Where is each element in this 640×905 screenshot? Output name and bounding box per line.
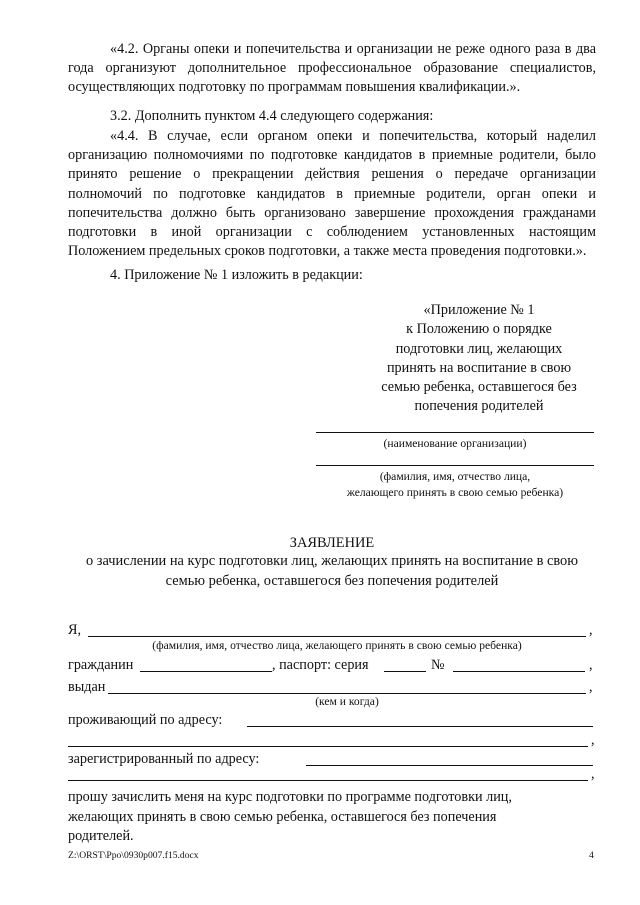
request-paragraph: прошу зачислить меня на курс подготовки по программе подготовки лиц, желающих принять в свою семью ребенка, оставшегося без попечения родителей. [68,789,512,844]
citizenship-line[interactable] [140,671,272,672]
subtitle-line: семью ребенка, оставшегося без попечения родителей [165,572,499,589]
caption-line: (фамилия, имя, отчество лица, [379,470,531,483]
caption-line: желающего принять в свою семью ребенка) [346,486,564,499]
comma: , [589,657,593,673]
organization-caption: (наименование организации) [383,437,527,450]
label-passport-series: , паспорт: серия [272,657,369,673]
comma: , [591,732,595,748]
comma: , [589,679,593,695]
paragraph-3-2: 3.2. Дополнить пунктом 4.4 следующего содержания: [110,108,434,124]
residence-address-line-2[interactable] [68,746,588,747]
label-number: № [431,657,445,673]
fio-line[interactable] [88,636,586,637]
annex-line: к Положению о порядке [406,321,552,338]
comma: , [591,766,595,782]
fio-caption: (фамилия, имя, отчество лица, желающего принять в свою семью ребенка) [152,639,522,652]
passport-series-line[interactable] [384,671,426,672]
applicant-name-line[interactable] [316,465,594,466]
organization-name-line[interactable] [316,432,594,433]
paragraph-4: 4. Приложение № 1 изложить в редакции: [110,267,363,283]
applicant-caption [316,469,594,501]
annex-line: принять на воспитание в свою [386,359,572,376]
label-issued: выдан [68,679,106,695]
annex-header [356,301,602,417]
subtitle-line: о зачислении на курс подготовки лиц, желающих принять на воспитание в свою [85,553,579,569]
comma: , [589,622,593,638]
application-title: ЗАЯВЛЕНИЕ [289,535,375,551]
label-registered: зарегистрированный по адресу: [68,751,260,767]
label-ya: Я, [68,622,82,638]
annex-line: «Приложение № 1 [423,302,535,318]
paragraph-4-2: «4.2. Органы опеки и попечительства и организации не реже одного раза в два года организуют дополнительное профессиональное образование специалистов, осуществляющих подготовку по программам повышения квалификации.». [68,41,596,96]
registration-address-line-2[interactable] [68,780,588,781]
footer-file-path: Z:\ORST\Ppo\0930p007.f15.docx [68,850,199,861]
issued-caption: (кем и когда) [315,695,379,708]
paragraph-4-4: «4.4. В случае, если органом опеки и попечительства, который наделил организацию полномочиями по подготовке кандидатов в приемные родители, было принято решение о прекращении действия решения о передаче организации полномочий по подготовке кандидатов в приемные родители, орган опеки и попечительства должно быть организовано завершение прохождения гражданами подготовки в иной организации с соблюдением установленных настоящим Положением предельных сроков подготовки, а также места проведения подготовки.». [68,128,596,260]
annex-line: попечения родителей [414,398,544,415]
residence-address-line[interactable] [247,726,593,727]
label-residing: проживающий по адресу: [68,712,223,728]
passport-number-line[interactable] [453,671,585,672]
label-citizen: гражданин [68,657,134,673]
annex-line: подготовки лиц, желающих [395,340,563,357]
annex-line: семью ребенка, оставшегося без [381,379,577,396]
page-number: 4 [589,850,594,861]
registration-address-line[interactable] [306,765,593,766]
application-subtitle [68,552,596,591]
